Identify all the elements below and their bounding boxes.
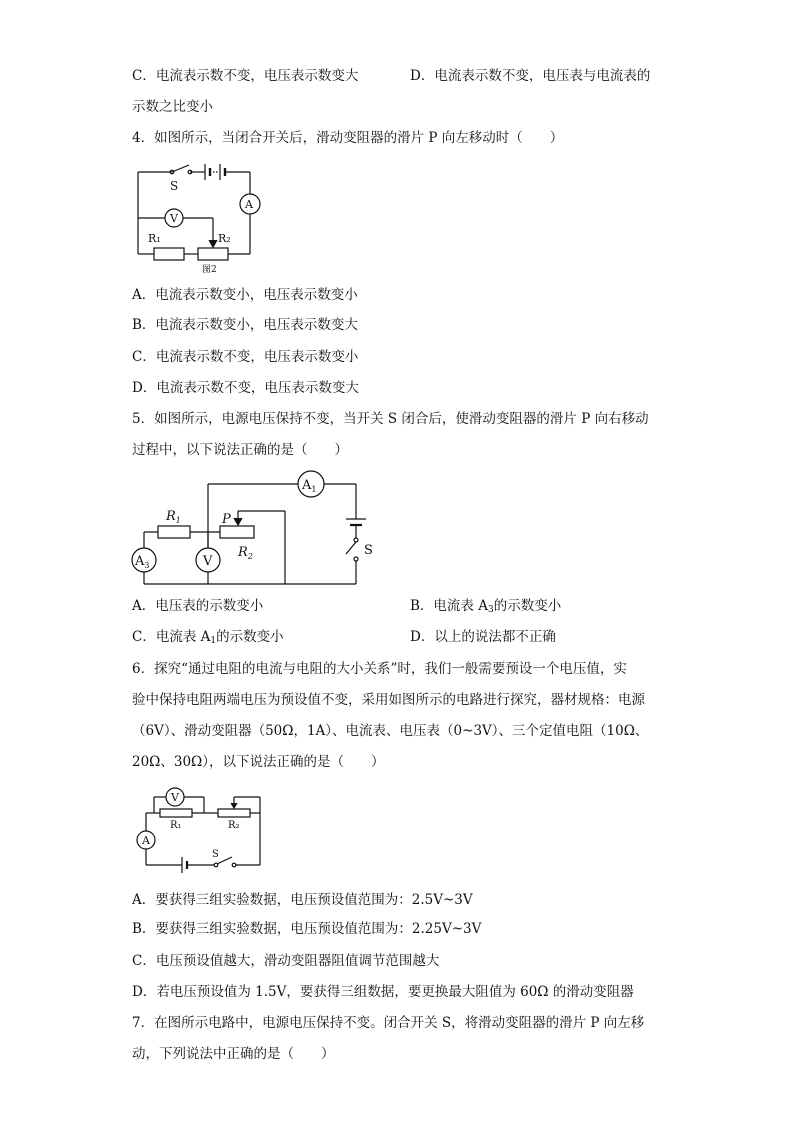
q5-option-d: D．以上的说法都不正确 bbox=[410, 629, 556, 645]
q5-switch-label: S bbox=[364, 543, 373, 558]
q4-switch-label: S bbox=[170, 179, 179, 193]
q5-voltmeter-label: V bbox=[203, 554, 213, 569]
q6-stem-line-2: 验中保持电阻两端电压为预设值不变，采用如图所示的电路进行探究，器材规格：电源 bbox=[132, 692, 645, 708]
q6-ammeter-label: A bbox=[142, 834, 150, 847]
q3-option-d-continued: 示数之比变小 bbox=[132, 99, 213, 115]
q5-stem-line-1: 5．如图所示，电源电压保持不变，当开关 S 闭合后，使滑动变阻器的滑片 P 向右移动 bbox=[132, 411, 649, 427]
q6-option-d: D．若电压预设值为 1.5V，要获得三组数据，要更换最大阻值为 60Ω 的滑动变阻器 bbox=[132, 984, 634, 1000]
q6-r1-label: R₁ bbox=[170, 820, 182, 831]
q5-a3-label: $A_3$ bbox=[135, 554, 150, 570]
q5-a1-label: $A_1$ bbox=[302, 478, 317, 494]
q7-stem-line-1: 7．在图所示电路中，电源电压保持不变。闭合开关 S，将滑动变阻器的滑片 P 向左移 bbox=[132, 1015, 645, 1031]
q6-stem-line-4: 20Ω、30Ω），以下说法正确的是（ ） bbox=[132, 754, 385, 770]
q3-option-c: C．电流表示数不变，电压表示数变大 bbox=[132, 68, 359, 84]
q3-option-d: D．电流表示数不变，电压表与电流表的 bbox=[410, 68, 651, 84]
q4-ammeter-label: A bbox=[245, 198, 253, 211]
q6-r2-label: R₂ bbox=[228, 820, 240, 831]
q5-stem-line-2: 过程中，以下说法正确的是（ ） bbox=[132, 442, 348, 458]
q4-option-c: C．电流表示数不变，电压表示数变小 bbox=[132, 349, 359, 365]
q7-stem-line-2: 动，下列说法中正确的是（ ） bbox=[132, 1046, 335, 1062]
q5-slider-label: P bbox=[222, 512, 231, 527]
q4-r1-label: R₁ bbox=[148, 232, 161, 245]
q4-figure-caption: 图2 bbox=[202, 265, 217, 275]
q4-option-d: D．电流表示数不变，电压表示数变大 bbox=[132, 380, 359, 396]
q6-circuit-diagram bbox=[132, 785, 272, 875]
q6-switch-label: S bbox=[212, 849, 219, 860]
q6-voltmeter-label: V bbox=[171, 791, 179, 804]
q6-option-b: B．要获得三组实验数据，电压预设值范围为：2.25V~3V bbox=[132, 921, 482, 937]
q5-r2-label: $R_2$ bbox=[238, 545, 253, 561]
q4-r2-label: R₂ bbox=[218, 232, 231, 245]
q4-stem: 4．如图所示，当闭合开关后，滑动变阻器的滑片 P 向左移动时（ ） bbox=[132, 130, 564, 146]
q5-option-a: A．电压表的示数变小 bbox=[132, 598, 264, 614]
q5-option-b: B．电流表 $A_3$的示数变小 bbox=[410, 598, 562, 615]
q4-voltmeter-label: V bbox=[170, 212, 178, 225]
q6-stem-line-3: （6V）、滑动变阻器（50Ω，1A）、电流表、电压表（0~3V）、三个定值电阻（10Ω、 bbox=[132, 723, 649, 739]
q4-circuit-diagram bbox=[132, 160, 272, 275]
q5-option-c: C．电流表 $A_1$的示数变小 bbox=[132, 629, 284, 646]
q5-circuit-diagram bbox=[130, 466, 380, 588]
q6-option-a: A．要获得三组实验数据，电压预设值范围为：2.5V~3V bbox=[132, 892, 473, 908]
q6-stem-line-1: 6．探究“通过电阻的电流与电阻的大小关系”时，我们一般需要预设一个电压值，实 bbox=[132, 661, 627, 677]
q4-option-b: B．电流表示数变小，电压表示数变大 bbox=[132, 317, 358, 333]
q6-option-c: C．电压预设值越大，滑动变阻器阻值调节范围越大 bbox=[132, 953, 440, 969]
q5-r1-label: $R_1$ bbox=[166, 509, 181, 525]
q4-option-a: A．电流表示数变小，电压表示数变小 bbox=[132, 287, 358, 303]
